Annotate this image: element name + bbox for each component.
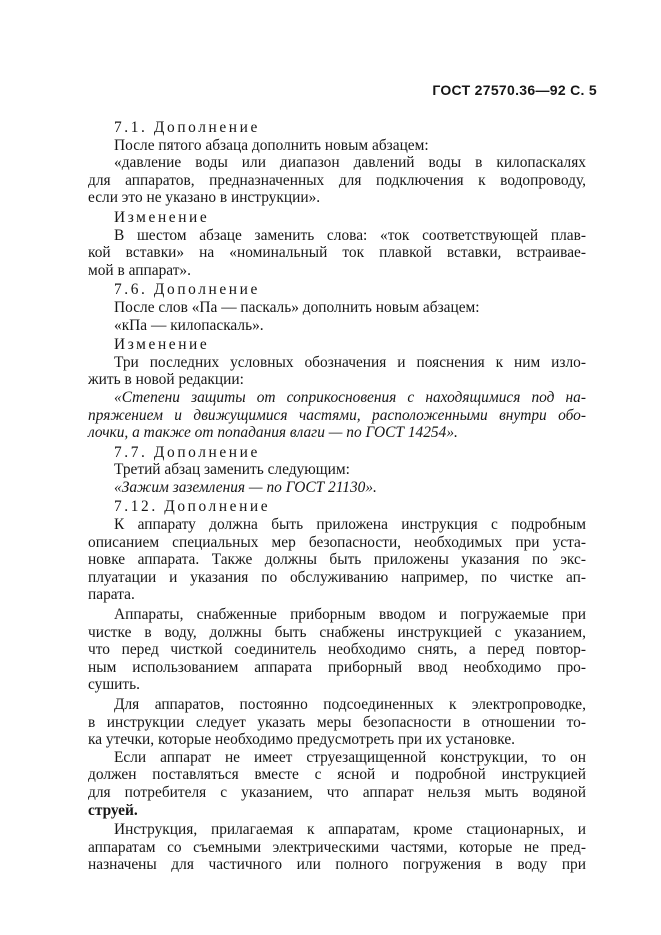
text-line: назначены для частичного или полного погружения в воду при bbox=[88, 856, 586, 874]
text-line: для потребителя с указанием, что аппарат нельзя мыть водяной bbox=[88, 783, 586, 801]
text-line: сушить. bbox=[88, 676, 141, 694]
text-line: Для аппаратов, постоянно подсоединенных к электропроводке, bbox=[114, 696, 586, 713]
paragraph bbox=[88, 821, 586, 874]
text-line: После слов «Па — паскаль» дополнить новым абзацем: bbox=[114, 298, 480, 316]
section-heading: 7.6. Дополнение bbox=[114, 281, 260, 299]
text-line: новке аппарата. Также должны быть приложены указания по экс- bbox=[88, 551, 586, 569]
text-line: кой вставки» на «номинальный ток плавкой вставки, встраивае- bbox=[88, 244, 586, 262]
text-line: Аппараты, снабженные приборным вводом и погружаемые при bbox=[114, 606, 586, 624]
text-line: «давление воды или диапазон давлений воды в килопаскалях bbox=[114, 154, 586, 172]
text-line: струей. bbox=[88, 801, 138, 819]
text-line: Третий абзац заменить следующим: bbox=[114, 461, 350, 479]
text-line: Если аппарат не имеет струезащищенной конструкции, то он bbox=[114, 748, 586, 766]
text-line: в инструкции следует указать меры безопасности в отношении то- bbox=[88, 713, 586, 731]
paragraph bbox=[88, 696, 586, 749]
section-heading: Изменение bbox=[114, 208, 210, 226]
text-line: «кПа — килопаскаль». bbox=[114, 316, 264, 334]
text-line: В шестом абзаце заменить слова: «ток соответствующей плав- bbox=[114, 226, 586, 244]
text-line: После пятого абзаца дополнить новым абзацем: bbox=[114, 136, 429, 154]
text-line: «Зажим заземления — по ГОСТ 21130». bbox=[114, 478, 377, 496]
paragraph bbox=[88, 154, 586, 207]
paragraph bbox=[88, 461, 586, 479]
paragraph-italic bbox=[88, 389, 586, 442]
text-line: жить в новой редакции: bbox=[88, 371, 244, 389]
text-line: «Степени защиты от соприкосновения с находящимися под на- bbox=[114, 388, 586, 406]
text-line: для аппаратов, предназначенных для подключения к водопроводу, bbox=[88, 171, 586, 189]
paragraph bbox=[88, 227, 586, 280]
text-line: аппаратам со съемными электрическими частями, которые не пред- bbox=[88, 838, 586, 856]
text-line: если это не указано в инструкции». bbox=[88, 189, 321, 207]
paragraph bbox=[88, 137, 586, 155]
text-line: лочки, а также от попадания влаги — по ГОСТ 14254». bbox=[88, 424, 458, 442]
paragraph-italic bbox=[88, 479, 586, 497]
text-line: парата. bbox=[88, 586, 135, 604]
text-line: описанием специальных мер безопасности, необходимых при уста- bbox=[88, 533, 586, 551]
paragraph bbox=[88, 516, 586, 604]
paragraph bbox=[88, 299, 586, 317]
text-line: ка утечки, которые необходимо предусмотреть при их установке. bbox=[88, 731, 515, 749]
text-line: плуатации и указания по обслуживанию например, по чистке ап- bbox=[88, 568, 586, 586]
text-line: пряжением и движущимися частями, расположенными внутри обо- bbox=[88, 406, 586, 424]
section-heading: 7.12. Дополнение bbox=[114, 498, 271, 516]
paragraph bbox=[88, 606, 586, 694]
text-line: мой в аппарат». bbox=[88, 261, 191, 279]
paragraph bbox=[88, 317, 586, 335]
text-line: что перед чисткой соединитель необходимо снять, а перед повтор- bbox=[88, 641, 586, 659]
paragraph bbox=[88, 354, 586, 389]
section-heading: 7.7. Дополнение bbox=[114, 443, 260, 461]
text-line: должен поставляться вместе с ясной и подробной инструкцией bbox=[88, 766, 586, 784]
section-heading: 7.1. Дополнение bbox=[114, 119, 260, 136]
text-line: чистке в воду, должны быть снабжены инструкцией с указанием, bbox=[88, 623, 586, 641]
document-body bbox=[88, 117, 586, 874]
section-heading: Изменение bbox=[114, 336, 210, 354]
text-line: Инструкция, прилагаемая к аппаратам, кроме стационарных, и bbox=[114, 821, 586, 839]
text-line: Три последних условных обозначения и пояснения к ним изло- bbox=[114, 353, 586, 371]
text-line: ным использованием аппарата приборный ввод необходимо про- bbox=[88, 658, 586, 676]
page-header: ГОСТ 27570.36—92 С. 5 bbox=[432, 82, 597, 98]
text-line: К аппарату должна быть приложена инструкция с подробным bbox=[114, 516, 586, 534]
paragraph bbox=[88, 749, 586, 819]
